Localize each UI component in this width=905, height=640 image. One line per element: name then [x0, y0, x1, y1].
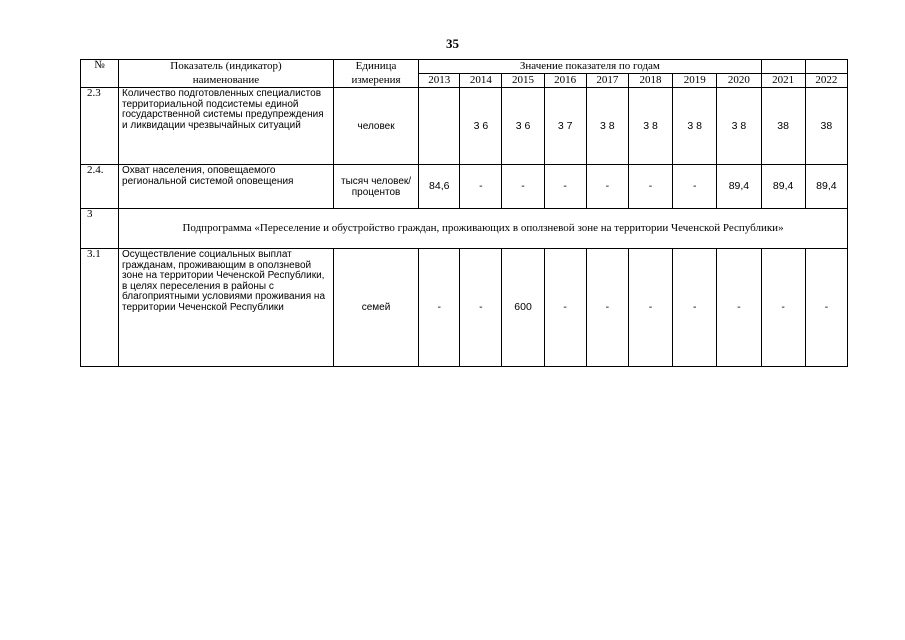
header-row-2 [81, 74, 848, 88]
year-header: 2018 [628, 74, 672, 88]
value-cell: 3 8 [586, 88, 628, 165]
table-row [81, 165, 848, 209]
unit-cell: человек [333, 88, 418, 165]
value-cell: - [460, 249, 502, 367]
unit-cell: тысяч человек/ процентов [333, 165, 418, 209]
value-cell: 600 [502, 249, 544, 367]
indicator-name: Количество подготовленных специалистов территориальной подсистемы единой государственной системы предупреждения и ликвидации чрезвычайных ситуаций [119, 88, 334, 165]
value-cell: - [717, 249, 761, 367]
value-cell: - [419, 249, 460, 367]
value-cell: - [460, 165, 502, 209]
value-cell: - [586, 165, 628, 209]
value-cell: - [761, 249, 805, 367]
subprogram-row [81, 209, 848, 249]
year-header: 2020 [717, 74, 761, 88]
value-cell: 38 [761, 88, 805, 165]
value-cell: 89,4 [761, 165, 805, 209]
value-cell: 3 6 [502, 88, 544, 165]
value-cell: 89,4 [805, 165, 847, 209]
year-header: 2017 [586, 74, 628, 88]
value-cell: 3 8 [717, 88, 761, 165]
header-values: Значение показателя по годам [419, 60, 761, 74]
header-blank-2021 [761, 60, 805, 74]
row-number: 3.1 [81, 249, 119, 367]
year-header: 2013 [419, 74, 460, 88]
year-header: 2022 [805, 74, 847, 88]
year-header: 2019 [673, 74, 717, 88]
value-cell: - [628, 249, 672, 367]
year-header: 2021 [761, 74, 805, 88]
value-cell: 3 8 [673, 88, 717, 165]
row-number: 2.4. [81, 165, 119, 209]
value-cell: 84,6 [419, 165, 460, 209]
header-unit-line1: Единица [333, 60, 418, 74]
value-cell [419, 88, 460, 165]
value-cell: - [544, 165, 586, 209]
year-header: 2015 [502, 74, 544, 88]
row-number: 2.3 [81, 88, 119, 165]
page-number: 35 [446, 36, 459, 51]
header-name-line2: наименование [119, 74, 334, 88]
value-cell: 3 6 [460, 88, 502, 165]
value-cell: 38 [805, 88, 847, 165]
value-cell: - [673, 165, 717, 209]
indicators-table [80, 59, 848, 367]
value-cell: - [586, 249, 628, 367]
indicator-name: Осуществление социальных выплат гражданам, проживающим в оползневой зоне на территории Чеченской Республики, в целях переселения в районы с благоприятными условиями проживания на территории Чеченской Республики [119, 249, 334, 367]
value-cell: - [502, 165, 544, 209]
header-blank-2022 [805, 60, 847, 74]
value-cell: 3 7 [544, 88, 586, 165]
value-cell: - [544, 249, 586, 367]
subprogram-title: Подпрограмма «Переселение и обустройство граждан, проживающих в оползневой зоне на территории Чеченской Республики» [119, 209, 848, 249]
value-cell: 89,4 [717, 165, 761, 209]
value-cell: - [628, 165, 672, 209]
unit-cell: семей [333, 249, 418, 367]
header-num: № [81, 60, 119, 88]
subprogram-number: 3 [81, 209, 119, 249]
year-header: 2014 [460, 74, 502, 88]
indicator-name: Охват населения, оповещаемого региональной системой оповещения [119, 165, 334, 209]
table-row [81, 249, 848, 367]
header-name-line1: Показатель (индикатор) [119, 60, 334, 74]
table-row [81, 88, 848, 165]
header-unit-line2: измерения [333, 74, 418, 88]
value-cell: 3 8 [628, 88, 672, 165]
header-row-1 [81, 60, 848, 74]
year-header: 2016 [544, 74, 586, 88]
value-cell: - [673, 249, 717, 367]
value-cell: - [805, 249, 847, 367]
